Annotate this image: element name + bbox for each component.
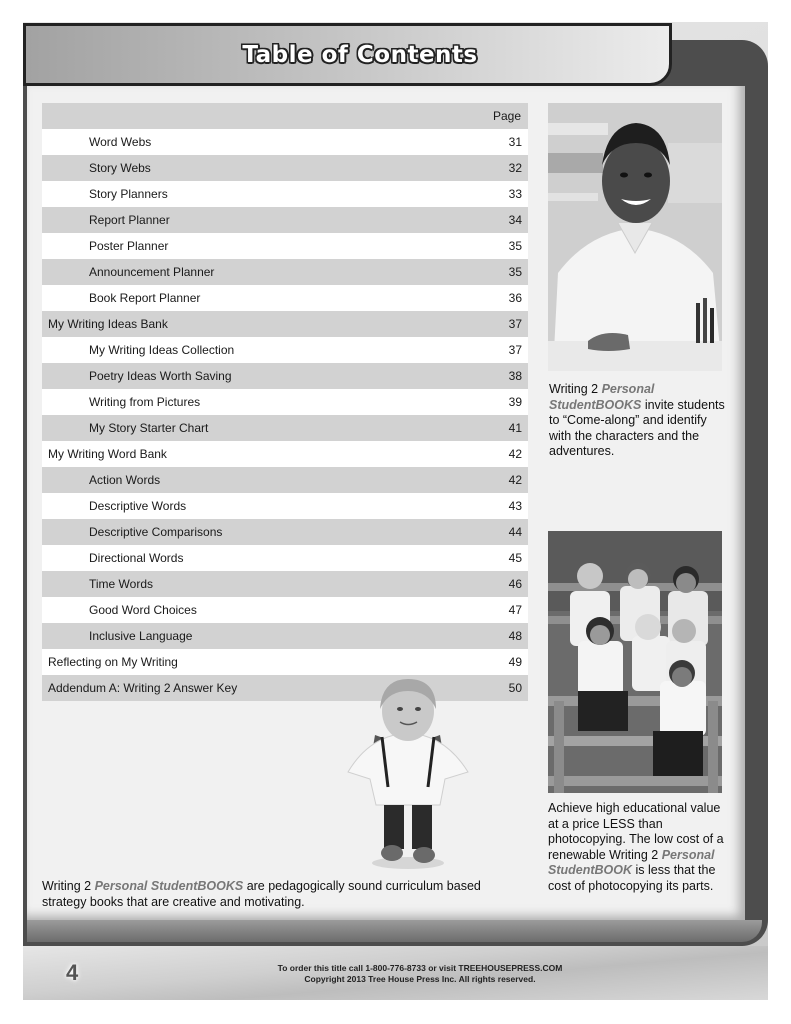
group-photo-caption xyxy=(548,801,728,894)
toc-page-number: 42 xyxy=(508,473,522,487)
toc-page-number: 45 xyxy=(508,551,522,565)
toc-row xyxy=(42,363,528,389)
toc-entry-label: Poetry Ideas Worth Saving xyxy=(89,369,232,383)
toc-page-number: 49 xyxy=(508,655,522,669)
toc-page-number: 42 xyxy=(508,447,522,461)
toc-row xyxy=(42,571,528,597)
caption-text: Achieve high educational value at a price LESS than photocopying. The low cost of a renewable Writing 2 xyxy=(548,801,724,862)
caption-text: are pedagogically sound curriculum based strategy books that are creative and motivating. xyxy=(42,879,481,909)
caption-emphasis: Personal StudentBOOKS xyxy=(549,382,655,412)
copyright-line: Copyright 2013 Tree House Press Inc. All rights reserved. xyxy=(304,974,536,984)
caption-emphasis: Personal StudentBOOK xyxy=(548,847,715,877)
toc-entry-label: Report Planner xyxy=(89,213,170,227)
toc-row xyxy=(42,415,528,441)
child-with-backpack-photo xyxy=(340,677,475,872)
toc-entry-label: My Writing Ideas Collection xyxy=(89,343,235,357)
caption-text: invite students to “Come-along” and identify with the characters and the adventures. xyxy=(549,397,725,458)
toc-section-label: My Writing Word Bank xyxy=(48,447,167,461)
toc-page-number: 50 xyxy=(508,681,522,695)
table-of-contents xyxy=(42,103,528,701)
toc-page-number: 47 xyxy=(508,603,522,617)
toc-row xyxy=(42,181,528,207)
smiling-boy-photo xyxy=(548,103,722,371)
toc-page-number: 48 xyxy=(508,629,522,643)
toc-row xyxy=(42,649,528,675)
toc-row xyxy=(42,441,528,467)
toc-page-number: 43 xyxy=(508,499,522,513)
toc-entry-label: Good Word Choices xyxy=(89,603,197,617)
toc-row xyxy=(42,389,528,415)
toc-entry-label: Story Planners xyxy=(89,187,168,201)
toc-page-number: 46 xyxy=(508,577,522,591)
caption-text: Writing 2 xyxy=(42,879,95,893)
toc-page-number: 35 xyxy=(508,265,522,279)
toc-page-number: 35 xyxy=(508,239,522,253)
toc-entry-label: Book Report Planner xyxy=(89,291,201,305)
toc-row xyxy=(42,467,528,493)
toc-row xyxy=(42,207,528,233)
group-of-children-illustration xyxy=(548,531,722,793)
toc-page-number: 44 xyxy=(508,525,522,539)
toc-row xyxy=(42,597,528,623)
toc-entry-label: Writing from Pictures xyxy=(89,395,201,409)
bottom-caption xyxy=(42,879,512,910)
toc-entry-label: Descriptive Comparisons xyxy=(89,525,223,539)
toc-page-number: 32 xyxy=(508,161,522,175)
toc-page-number: 33 xyxy=(508,187,522,201)
toc-page-number: 37 xyxy=(508,343,522,357)
smiling-boy-illustration xyxy=(548,103,722,371)
page-title: Table of Contents xyxy=(242,41,478,68)
child-with-backpack-illustration xyxy=(340,677,475,872)
title-banner xyxy=(23,23,672,86)
frame-bottom-edge xyxy=(27,920,762,942)
toc-row xyxy=(42,545,528,571)
toc-entry-label: Announcement Planner xyxy=(89,265,215,279)
toc-section-label: Reflecting on My Writing xyxy=(48,655,178,669)
toc-row xyxy=(42,623,528,649)
toc-section-label: My Writing Ideas Bank xyxy=(48,317,168,331)
toc-entry-label: Poster Planner xyxy=(89,239,169,253)
order-line: To order this title call 1-800-776-8733 or visit TREEHOUSEPRESS.COM xyxy=(277,963,563,973)
toc-entry-label: Word Webs xyxy=(89,135,152,149)
toc-page-number: 37 xyxy=(508,317,522,331)
toc-page-number: 31 xyxy=(508,135,522,149)
group-of-children-photo xyxy=(548,531,722,793)
toc-section-label: Addendum A: Writing 2 Answer Key xyxy=(48,681,238,695)
toc-entry-label: Directional Words xyxy=(89,551,184,565)
toc-row xyxy=(42,519,528,545)
toc-row xyxy=(42,285,528,311)
toc-page-number: 41 xyxy=(508,421,522,435)
page-number: 4 xyxy=(66,960,79,985)
footer-info xyxy=(180,963,660,985)
toc-entry-label: Inclusive Language xyxy=(89,629,193,643)
toc-row xyxy=(42,493,528,519)
toc-rows xyxy=(42,129,528,701)
toc-header-row xyxy=(42,103,528,129)
boy-photo-caption xyxy=(549,382,729,460)
toc-row xyxy=(42,155,528,181)
toc-page-column-header: Page xyxy=(492,109,521,123)
toc-page-number: 36 xyxy=(508,291,522,305)
toc-row xyxy=(42,337,528,363)
toc-entry-label: My Story Starter Chart xyxy=(89,421,209,435)
toc-page-number: 38 xyxy=(508,369,522,383)
toc-row xyxy=(42,233,528,259)
toc-row xyxy=(42,311,528,337)
caption-text: Writing 2 xyxy=(549,382,602,396)
caption-text: is less that the cost of photocopying its parts. xyxy=(548,863,716,893)
toc-entry-label: Descriptive Words xyxy=(89,499,187,513)
toc-row xyxy=(42,129,528,155)
toc-page-number: 34 xyxy=(508,213,522,227)
caption-emphasis: Personal StudentBOOKS xyxy=(94,879,244,893)
toc-row xyxy=(42,259,528,285)
toc-page-number: 39 xyxy=(508,395,522,409)
toc-entry-label: Story Webs xyxy=(89,161,151,175)
toc-entry-label: Time Words xyxy=(89,577,154,591)
toc-entry-label: Action Words xyxy=(89,473,161,487)
